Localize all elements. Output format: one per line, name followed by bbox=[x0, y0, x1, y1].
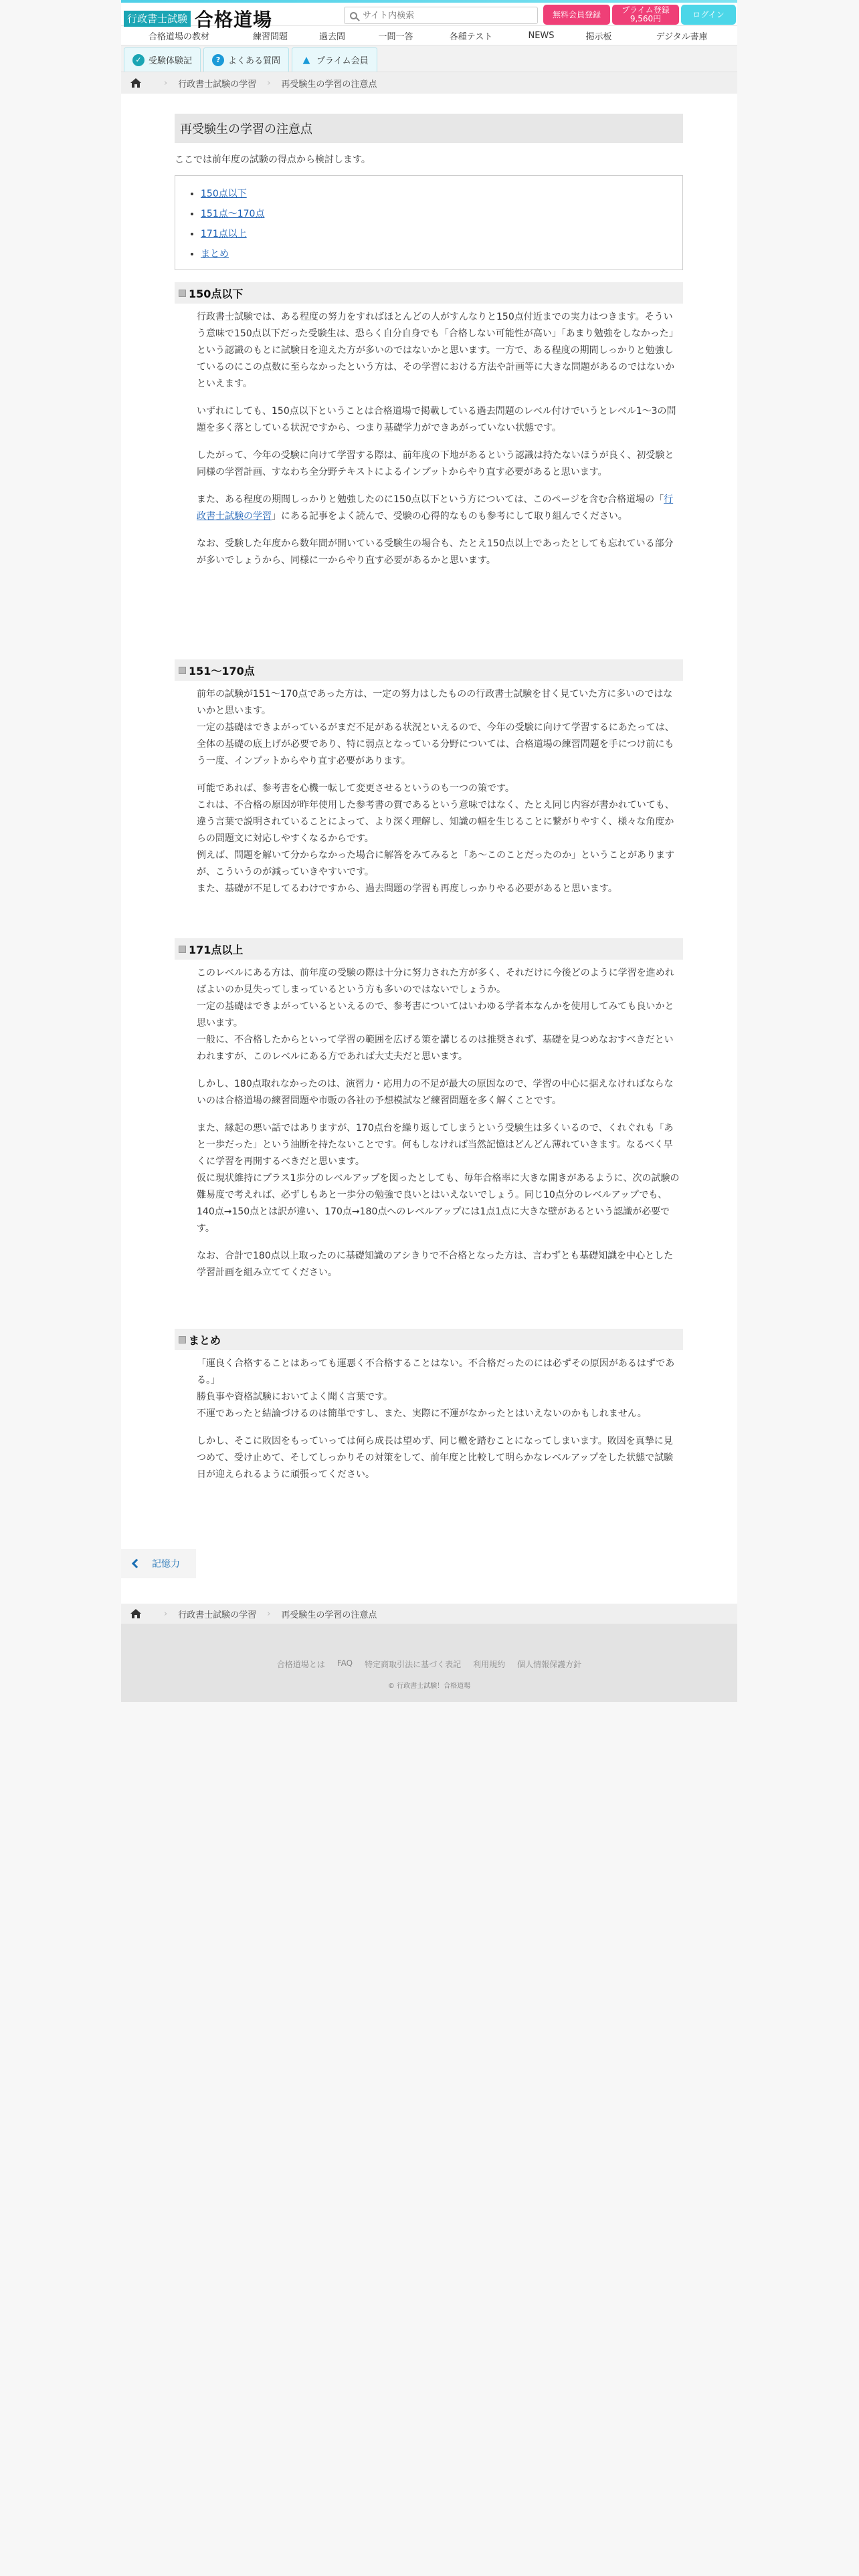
nav-item-practice[interactable]: 練習問題 bbox=[252, 31, 288, 42]
section-heading-text: まとめ bbox=[189, 1333, 221, 1347]
paragraph: このレベルにある方は、前年度の受験の際は十分に努力された方が多く、それだけに今後どのように学習を進めればよいのか見失ってしまっているという方も多いのではないでしょうか。 bbox=[197, 968, 674, 995]
section-heading bbox=[175, 1329, 683, 1350]
breadcrumb-separator: › bbox=[267, 1608, 271, 1619]
home-icon[interactable] bbox=[130, 78, 141, 88]
graduation-cap-icon: ▲ bbox=[302, 54, 310, 66]
paragraph: 例えば、問題を解いて分からなかった場合に解答をみてみると「あ〜このことだったのか」ということがありますが、こういうのが減っていきやすいです。 bbox=[197, 850, 674, 877]
prime-price-label: 9,560円 bbox=[630, 14, 662, 23]
paragraph: したがって、今年の受験に向けて学習する際は、前年度の下地があるという認識は持たないほうが良く、初受験と同様の学習計画、すなわち全分野テキストによるインプットからやり直す必要があると思います。 bbox=[197, 450, 674, 477]
experience-icon: ✓ bbox=[132, 54, 145, 66]
page-title: 再受験生の学習の注意点 bbox=[175, 114, 683, 143]
tab-faq-label: よくある質問 bbox=[228, 56, 281, 66]
toc-item bbox=[201, 187, 682, 200]
paragraph: なお、受験した年度から数年間が開いている受験生の場合も、たとえ150点以上であったとしても忘れている部分が多いでしょうから、同様に一からやり直す必要があるかと思います。 bbox=[197, 538, 674, 566]
footer-link-commerce[interactable]: 特定商取引法に基づく表記 bbox=[365, 1660, 462, 1669]
logo-badge: 行政書士試験 bbox=[124, 11, 191, 27]
section-heading bbox=[175, 938, 683, 960]
paragraph: 勝負事や資格試験においてよく聞く言葉です。 bbox=[197, 1392, 393, 1402]
nav-item-library[interactable]: デジタル書庫 bbox=[656, 31, 708, 42]
section-heading bbox=[175, 659, 683, 681]
breadcrumb-separator: › bbox=[164, 1608, 168, 1619]
nav-item-board[interactable]: 掲示板 bbox=[585, 31, 612, 42]
login-label: ログイン bbox=[692, 9, 725, 19]
paragraph: 行政書士試験では、ある程度の努力をすればほとんどの人がすんなりと150点付近までの実力はつきます。そういう意味で150点以下だった受験生は、恐らく自分自身でも「合格しない可能性が高い」「あまり勉強をしなかった」という認識のもとに試験日を迎えた方が多いのではないかと思います。一方で、ある程度の期間しっかりと勉強しているのにこの点数に至らなかったという方は、その学習における方法や計画等に大きな問題があるのではないかといえます。 bbox=[197, 312, 678, 389]
section-body bbox=[197, 1356, 680, 1494]
search-icon bbox=[350, 12, 357, 19]
paragraph: いずれにしても、150点以下ということは合格道場で掲載している過去問題のレベル付けでいうとレベル1〜3の問題を多く落としている状況ですから、つまり基礎学力ができあがっていない状態です。 bbox=[197, 406, 676, 433]
section-heading bbox=[175, 282, 683, 304]
breadcrumb-current: 再受験生の学習の注意点 bbox=[281, 1610, 377, 1620]
page bbox=[121, 0, 737, 1702]
section-heading-text: 171点以上 bbox=[189, 943, 244, 956]
breadcrumb-separator: › bbox=[164, 78, 168, 88]
tab-faq[interactable] bbox=[203, 47, 289, 72]
prev-page-link[interactable] bbox=[121, 1549, 196, 1578]
question-icon: ? bbox=[212, 54, 224, 66]
free-register-label: 無料会員登録 bbox=[552, 9, 601, 19]
chevron-left-icon bbox=[132, 1559, 141, 1568]
footer-link-privacy[interactable]: 個人情報保護方針 bbox=[517, 1660, 582, 1669]
nav-item-qa[interactable]: 一問一答 bbox=[378, 31, 413, 42]
site-footer bbox=[121, 1624, 737, 1702]
study-guide-link[interactable]: 行政書士試験の学習 bbox=[197, 494, 674, 522]
breadcrumb-item[interactable]: 行政書士試験の学習 bbox=[178, 79, 257, 90]
toc-link[interactable]: 151点〜170点 bbox=[201, 209, 265, 219]
paragraph: 不運であったと結論づけるのは簡単ですし、また、実際に不運がなかったとはいえないのかもしれません。 bbox=[197, 1408, 647, 1419]
prev-page-label: 記憶力 bbox=[152, 1559, 180, 1570]
section-body bbox=[197, 309, 680, 580]
intro-text: ここでは前年度の試験の得点から検討します。 bbox=[175, 154, 371, 165]
table-of-contents bbox=[175, 175, 683, 270]
breadcrumb-item[interactable]: 行政書士試験の学習 bbox=[178, 1610, 257, 1620]
toc-link[interactable]: まとめ bbox=[201, 249, 229, 259]
site-header bbox=[121, 3, 737, 31]
paragraph: 一定の基礎はできよがっているといえるので、参考書についてはいわゆる学者本なんかを使用してみても良いかと思います。 bbox=[197, 1001, 674, 1029]
tab-prime[interactable] bbox=[292, 47, 377, 72]
login-button[interactable] bbox=[681, 5, 736, 25]
search-box[interactable] bbox=[344, 7, 538, 24]
copyright: © 行政書士試験！合格道場 bbox=[387, 1683, 471, 1690]
site-logo[interactable] bbox=[124, 5, 272, 32]
section-heading-text: 150点以下 bbox=[189, 287, 244, 300]
home-icon[interactable] bbox=[130, 1609, 141, 1618]
paragraph: 前年の試験が151〜170点であった方は、一定の努力はしたものの行政書士試験を甘く見ていた方に多いのではないかと思います。 bbox=[197, 689, 673, 716]
paragraph: これは、不合格の原因が昨年使用した参考書の質であるという意味ではなく、たとえ同じ内容が書かれていても、違う言葉で説明されていることによって、より深く理解し、知識の幅を生じることに繋がりやすく、様々な角度からの問題文に対応しやすくなるからです。 bbox=[197, 800, 674, 844]
paragraph: また、縁起の悪い話ではありますが、170点台を繰り返してしまうという受験生は多くいるので、くれぐれも「あと一歩だった」という油断を持たないことです。何もしなければ当然記憶はどんどん薄れていきます。なるべく早くに学習を再開するべきだと思います。 bbox=[197, 1123, 674, 1167]
heading-marker bbox=[179, 946, 186, 953]
nav-item-materials[interactable]: 合格道場の教材 bbox=[148, 31, 209, 42]
paragraph: また、基礎が不足してるわけですから、過去問題の学習も再度しっかりやる必要があると思います。 bbox=[197, 883, 617, 894]
paragraph: しかし、そこに敗因をもっていっては何ら成長は望めず、同じ轍を踏むことになってしまいます。敗因を真摯に見つめて、受け止めて、そしてしっかりその対策をして、前年度と比較して明らかなレベルアップをした状態で試験日が迎えられるように頑張ってください。 bbox=[197, 1436, 674, 1480]
tab-prime-label: プライム会員 bbox=[316, 56, 369, 66]
heading-marker bbox=[179, 1336, 186, 1344]
footer-link-terms[interactable]: 利用規約 bbox=[473, 1660, 506, 1669]
free-register-button[interactable] bbox=[543, 5, 610, 25]
section-body bbox=[197, 965, 680, 1292]
logo-text: 合格道場 bbox=[195, 9, 273, 31]
breadcrumb-bottom bbox=[121, 1604, 737, 1624]
paragraph: 仮に現状維持にプラス1歩分のレベルアップを図ったとしても、毎年合格率に大きな開きがあるように、次の試験の難易度で考えれば、必ずしもあと一歩分の勉強で良いとはいえないでしょう。同じ10点分のレベルアップでも、140点→150点とは訳が違い、170点→180点へのレベルアップには1点1点に大きな壁があるという認識が必要です。 bbox=[197, 1173, 680, 1234]
nav-item-news[interactable]: NEWS bbox=[528, 30, 555, 41]
sub-nav bbox=[121, 45, 737, 72]
search-input[interactable] bbox=[363, 11, 523, 21]
prime-register-button[interactable] bbox=[612, 5, 679, 25]
footer-link-faq[interactable]: FAQ bbox=[337, 1658, 353, 1668]
text: また、ある程度の期間しっかりと勉強したのに150点以下という方については、このページを含む合格道場の「 bbox=[197, 494, 664, 505]
section-heading-text: 151〜170点 bbox=[189, 664, 255, 677]
footer-link-about[interactable]: 合格道場とは bbox=[276, 1660, 325, 1669]
nav-item-tests[interactable]: 各種テスト bbox=[449, 31, 493, 42]
footer-links bbox=[121, 1658, 737, 1670]
paragraph: 可能であれば、参考書を心機一転して変更させるというのも一つの策です。 bbox=[197, 783, 514, 794]
toc-item bbox=[201, 207, 682, 220]
tab-experience[interactable] bbox=[124, 47, 201, 72]
paragraph: しかし、180点取れなかったのは、演習力・応用力の不足が最大の原因なので、学習の中心に据えなければならないのは合格道場の練習問題や市販の各社の予想模試など練習問題を多く解くことです。 bbox=[197, 1079, 674, 1106]
toc-item bbox=[201, 227, 682, 240]
paragraph: 一般に、不合格したからといって学習の範囲を広げる策を講じるのは推奨されず、基礎を見つめなおすべきだといわれますが、このレベルにある方であれば大丈夫だと思います。 bbox=[197, 1035, 674, 1062]
paragraph bbox=[197, 492, 680, 525]
nav-item-past-exams[interactable]: 過去問 bbox=[318, 31, 345, 42]
paragraph: 一定の基礎はできよがっているがまだ不足がある状況といえるので、今年の受験に向けて学習するにあたっては、全体の基礎の底上げが必要であり、特に弱点となっている分野については、合格道場の練習問題を手につけ前にもう一度、インプットからやり直す必要があります。 bbox=[197, 722, 674, 766]
breadcrumb bbox=[121, 72, 737, 94]
text: 」にある記事をよく読んで、受験の心得的なものも参考にして取り組んでください。 bbox=[272, 511, 628, 522]
breadcrumb-current: 再受験生の学習の注意点 bbox=[281, 79, 377, 90]
heading-marker bbox=[179, 290, 186, 297]
toc-link[interactable]: 150点以下 bbox=[201, 189, 247, 199]
section-body bbox=[197, 686, 680, 908]
prime-register-label: プライム登録 bbox=[622, 5, 670, 15]
heading-marker bbox=[179, 667, 186, 674]
tab-experience-label: 受験体験記 bbox=[149, 56, 193, 66]
breadcrumb-separator: › bbox=[267, 78, 271, 88]
toc-link[interactable]: 171点以上 bbox=[201, 229, 247, 239]
paragraph: 「運良く合格することはあっても運悪く不合格することはない。不合格だったのには必ずその原因があるはずである。」 bbox=[197, 1358, 675, 1386]
paragraph: なお、合計で180点以上取ったのに基礎知識のアシきりで不合格となった方は、言わずとも基礎知識を中心とした学習計画を組み立ててください。 bbox=[197, 1251, 674, 1278]
toc-item bbox=[201, 247, 682, 260]
